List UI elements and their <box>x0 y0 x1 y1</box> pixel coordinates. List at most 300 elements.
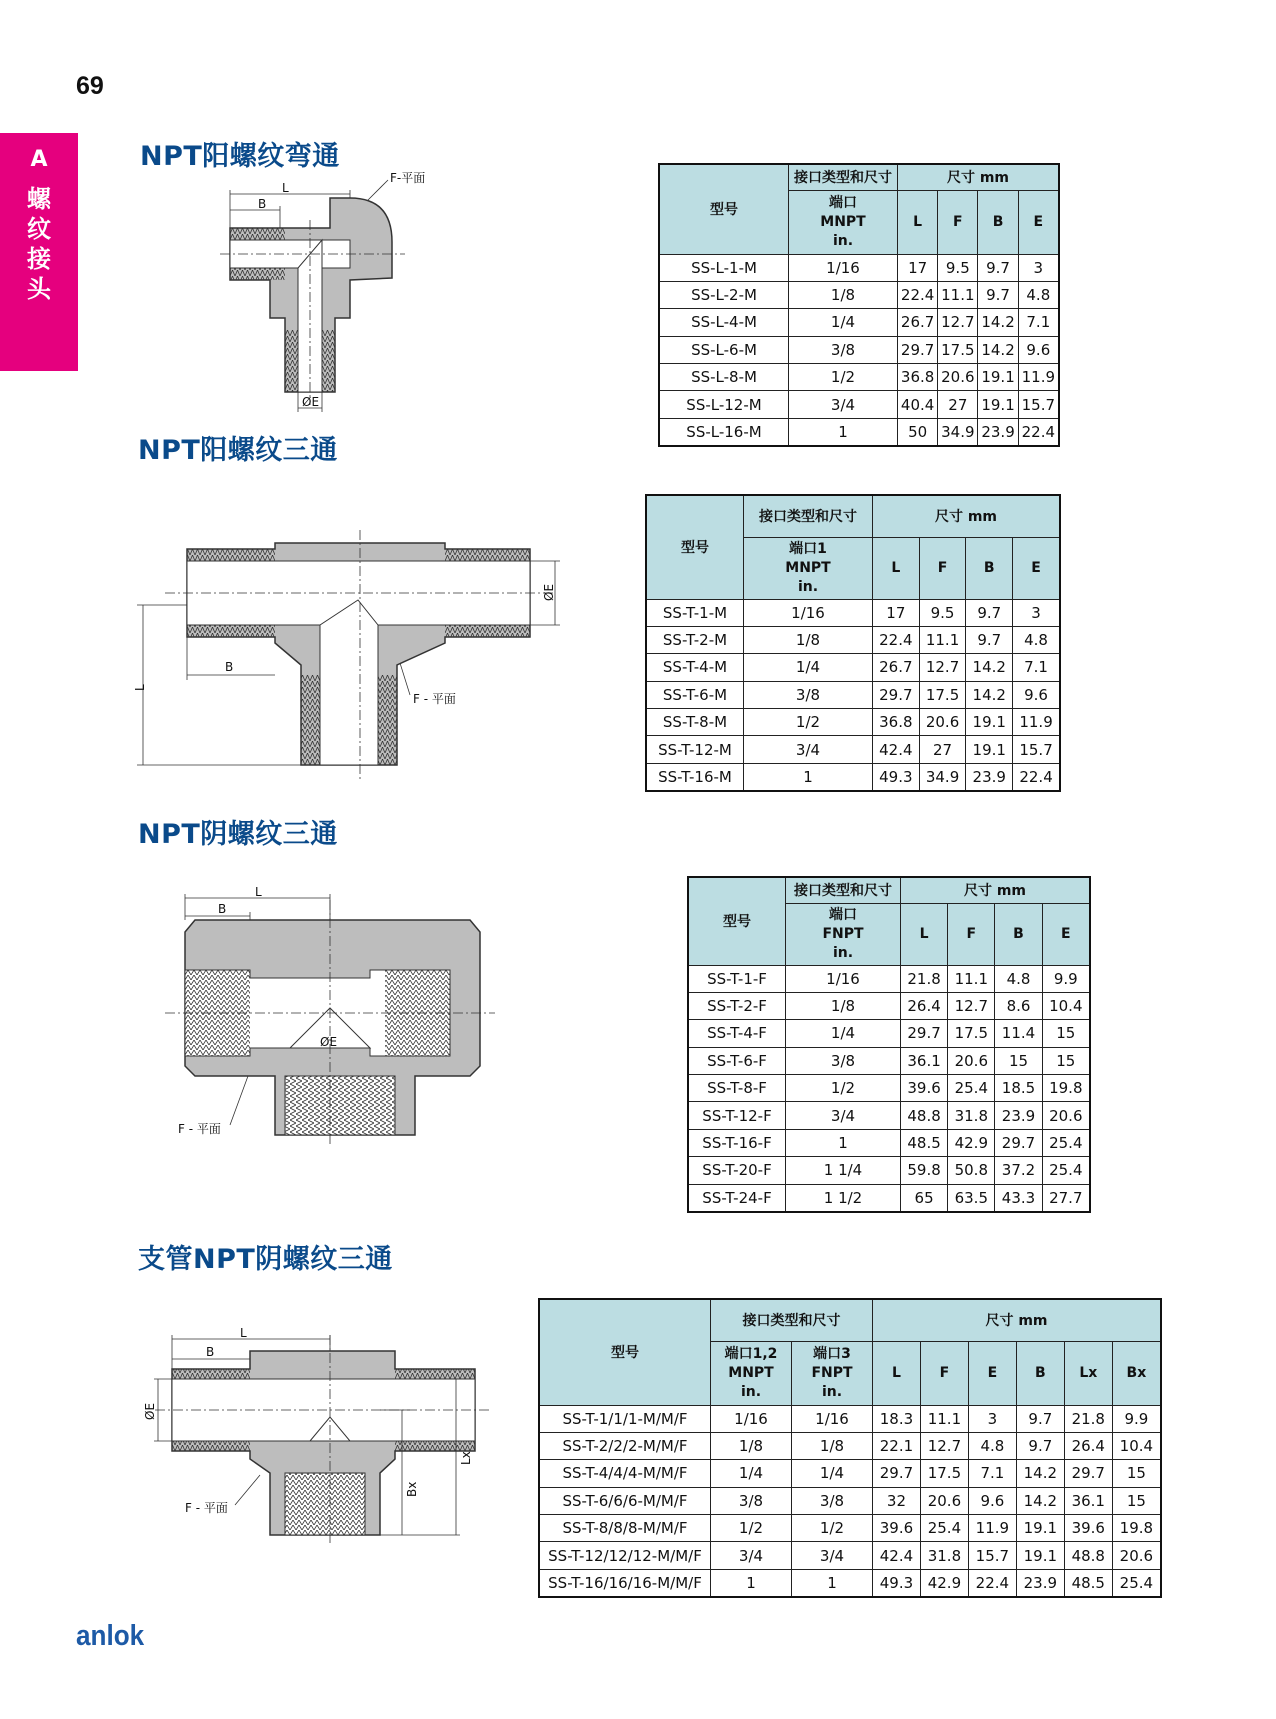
dimension-cell: 7.1 <box>1018 309 1059 336</box>
dimension-cell: 29.7 <box>1064 1460 1112 1487</box>
dimension-cell: 9.7 <box>978 281 1018 308</box>
dimension-cell: 15.7 <box>968 1542 1016 1569</box>
table-row <box>646 654 1060 681</box>
dimension-cell: 11.1 <box>919 626 966 653</box>
dimension-cell: 26.4 <box>901 992 948 1019</box>
table-row <box>688 1075 1090 1102</box>
port-group-header: 接口类型和尺寸 <box>789 164 898 190</box>
dimension-cell: 50 <box>898 418 938 445</box>
dimension-cell: 29.7 <box>873 1460 921 1487</box>
dimension-cell: 14.2 <box>966 681 1013 708</box>
dimension-cell: 17.5 <box>938 336 978 363</box>
branch-tee-dim-lx: Lx <box>459 1451 473 1465</box>
port-size-cell: 1 <box>786 1129 901 1156</box>
model-header: 型号 <box>646 495 744 599</box>
dimension-cell: 29.7 <box>995 1129 1042 1156</box>
model-cell: SS-T-1-M <box>646 599 744 626</box>
dimension-cell: 42.9 <box>920 1569 968 1596</box>
dimension-cell: 14.2 <box>1016 1487 1064 1514</box>
side-tab-text: 螺纹接头 <box>27 185 51 303</box>
dimension-cell: 39.6 <box>901 1075 948 1102</box>
elbow-spec-table <box>658 163 1060 447</box>
table-row <box>646 681 1060 708</box>
dimension-cell: 17.5 <box>919 681 966 708</box>
port-size-cell: 1/2 <box>789 364 898 391</box>
dimension-cell: 3 <box>1018 254 1059 281</box>
dimension-cell: 9.9 <box>1112 1405 1161 1432</box>
male-tee-dim-l: L <box>133 684 147 691</box>
dimension-cell: 23.9 <box>966 763 1013 790</box>
dimension-group-header: 尺寸 mm <box>898 164 1060 190</box>
port-size-cell: 1/4 <box>789 309 898 336</box>
table-row <box>688 965 1090 992</box>
port-size-cell: 1/4 <box>786 1020 901 1047</box>
dimension-cell: 26.7 <box>898 309 938 336</box>
port-size-cell: 3/8 <box>789 336 898 363</box>
model-cell: SS-T-24-F <box>688 1184 786 1211</box>
port-size-cell: 1 1/2 <box>786 1184 901 1211</box>
model-cell: SS-T-8/8/8-M/M/F <box>539 1515 711 1542</box>
section-title-elbow: NPT阳螺纹弯通 <box>140 141 340 172</box>
dimension-cell: 20.6 <box>1112 1542 1161 1569</box>
model-cell: SS-T-6/6/6-M/M/F <box>539 1487 711 1514</box>
dimension-cell: 4.8 <box>995 965 1042 992</box>
dimension-cell: 29.7 <box>898 336 938 363</box>
port-size-cell: 1/2 <box>786 1075 901 1102</box>
dimension-cell: 15 <box>995 1047 1042 1074</box>
dimension-header: E <box>968 1341 1016 1405</box>
dimension-cell: 36.1 <box>1064 1487 1112 1514</box>
dimension-group-header: 尺寸 mm <box>901 877 1091 903</box>
table-row <box>688 992 1090 1019</box>
model-cell: SS-T-4/4/4-M/M/F <box>539 1460 711 1487</box>
dimension-cell: 59.8 <box>901 1157 948 1184</box>
dimension-cell: 20.6 <box>948 1047 995 1074</box>
model-cell: SS-T-6-F <box>688 1047 786 1074</box>
dimension-cell: 18.3 <box>873 1405 921 1432</box>
female-tee-drawing <box>170 880 500 1150</box>
dimension-cell: 63.5 <box>948 1184 995 1211</box>
model-cell: SS-L-4-M <box>659 309 789 336</box>
side-tab-letter: A <box>30 147 48 172</box>
dimension-cell: 50.8 <box>948 1157 995 1184</box>
dimension-cell: 21.8 <box>1064 1405 1112 1432</box>
port-size-cell: 3/8 <box>744 681 873 708</box>
dimension-cell: 9.7 <box>978 254 1018 281</box>
model-cell: SS-T-8-F <box>688 1075 786 1102</box>
table-row <box>688 1129 1090 1156</box>
dimension-cell: 39.6 <box>873 1515 921 1542</box>
table-row <box>646 626 1060 653</box>
section-title-male-tee: NPT阳螺纹三通 <box>138 435 338 466</box>
model-cell: SS-L-1-M <box>659 254 789 281</box>
model-cell: SS-L-2-M <box>659 281 789 308</box>
dimension-cell: 3 <box>968 1405 1016 1432</box>
dimension-cell: 48.5 <box>901 1129 948 1156</box>
table-row <box>659 254 1059 281</box>
port-header: 端口 MNPT in. <box>789 190 898 254</box>
dimension-header: Lx <box>1064 1341 1112 1405</box>
dimension-cell: 37.2 <box>995 1157 1042 1184</box>
table-row <box>646 763 1060 790</box>
branch-tee-dim-bx: Bx <box>405 1481 419 1497</box>
dimension-cell: 22.1 <box>873 1432 921 1459</box>
port-size-cell: 1 <box>744 763 873 790</box>
dimension-cell: 25.4 <box>1042 1157 1090 1184</box>
model-cell: SS-L-8-M <box>659 364 789 391</box>
port-header: 端口 FNPT in. <box>786 903 901 965</box>
port-size-cell: 1/16 <box>711 1405 792 1432</box>
model-cell: SS-T-16/16/16-M/M/F <box>539 1569 711 1596</box>
dimension-cell: 15 <box>1042 1047 1090 1074</box>
dimension-cell: 14.2 <box>978 309 1018 336</box>
dimension-cell: 34.9 <box>919 763 966 790</box>
dimension-cell: 11.4 <box>995 1020 1042 1047</box>
dimension-cell: 23.9 <box>978 418 1018 445</box>
dimension-cell: 40.4 <box>898 391 938 418</box>
table-row <box>539 1405 1161 1432</box>
male-tee-dim-b: B <box>225 660 234 674</box>
dimension-cell: 9.7 <box>966 599 1013 626</box>
dimension-cell: 9.6 <box>968 1487 1016 1514</box>
brand-logo: anlok <box>76 1620 145 1652</box>
dimension-cell: 42.4 <box>873 1542 921 1569</box>
dimension-cell: 4.8 <box>1013 626 1060 653</box>
dimension-cell: 4.8 <box>1018 281 1059 308</box>
dimension-cell: 12.7 <box>919 654 966 681</box>
dimension-cell: 4.8 <box>968 1432 1016 1459</box>
table-row <box>688 1184 1090 1211</box>
model-cell: SS-T-20-F <box>688 1157 786 1184</box>
dimension-cell: 11.9 <box>1013 709 1060 736</box>
elbow-drawing <box>200 171 440 420</box>
dimension-cell: 25.4 <box>1042 1129 1090 1156</box>
table-row <box>539 1460 1161 1487</box>
port-size-cell: 3/8 <box>792 1487 873 1514</box>
model-cell: SS-T-2-M <box>646 626 744 653</box>
dimension-cell: 49.3 <box>873 763 920 790</box>
dimension-cell: 23.9 <box>995 1102 1042 1129</box>
dimension-header: L <box>873 537 920 599</box>
dimension-cell: 22.4 <box>873 626 920 653</box>
dimension-cell: 11.9 <box>1018 364 1059 391</box>
dimension-cell: 9.6 <box>1018 336 1059 363</box>
port-size-cell: 3/4 <box>744 736 873 763</box>
model-cell: SS-L-12-M <box>659 391 789 418</box>
port-group-header: 接口类型和尺寸 <box>711 1299 873 1341</box>
dimension-cell: 19.1 <box>1016 1515 1064 1542</box>
dimension-cell: 65 <box>901 1184 948 1211</box>
female-tee-dim-l: L <box>255 885 262 899</box>
page-number: 69 <box>76 72 104 100</box>
branch-tee-dim-f: F - 平面 <box>185 1501 228 1515</box>
dimension-cell: 19.1 <box>1016 1542 1064 1569</box>
dimension-header: B <box>995 903 1042 965</box>
table-row <box>646 736 1060 763</box>
port-size-cell: 1/2 <box>792 1515 873 1542</box>
dimension-header: E <box>1013 537 1060 599</box>
dimension-cell: 18.5 <box>995 1075 1042 1102</box>
dimension-header: E <box>1018 190 1059 254</box>
port-size-cell: 1/16 <box>744 599 873 626</box>
dimension-group-header: 尺寸 mm <box>873 1299 1162 1341</box>
dimension-cell: 17 <box>873 599 920 626</box>
dimension-cell: 15 <box>1112 1460 1161 1487</box>
model-cell: SS-T-2/2/2-M/M/F <box>539 1432 711 1459</box>
dimension-cell: 9.5 <box>919 599 966 626</box>
model-cell: SS-T-12/12/12-M/M/F <box>539 1542 711 1569</box>
model-cell: SS-T-6-M <box>646 681 744 708</box>
table-row <box>688 1020 1090 1047</box>
dimension-cell: 32 <box>873 1487 921 1514</box>
dimension-cell: 22.4 <box>1018 418 1059 445</box>
dimension-cell: 15 <box>1042 1020 1090 1047</box>
dimension-cell: 31.8 <box>948 1102 995 1129</box>
table-row <box>659 336 1059 363</box>
dimension-group-header: 尺寸 mm <box>873 495 1061 537</box>
dimension-cell: 29.7 <box>873 681 920 708</box>
dimension-cell: 48.8 <box>1064 1542 1112 1569</box>
port-size-cell: 1/8 <box>744 626 873 653</box>
dimension-cell: 42.9 <box>948 1129 995 1156</box>
dimension-cell: 19.8 <box>1042 1075 1090 1102</box>
dimension-cell: 48.5 <box>1064 1569 1112 1596</box>
section-side-tab <box>0 133 78 371</box>
model-cell: SS-T-4-M <box>646 654 744 681</box>
dimension-cell: 25.4 <box>948 1075 995 1102</box>
branch-tee-dim-l: L <box>240 1326 247 1340</box>
model-cell: SS-T-8-M <box>646 709 744 736</box>
dimension-cell: 43.3 <box>995 1184 1042 1211</box>
elbow-dim-e: ØE <box>302 395 320 409</box>
dimension-cell: 11.1 <box>938 281 978 308</box>
dimension-cell: 22.4 <box>968 1569 1016 1596</box>
port-header: 端口1,2 MNPT in. <box>711 1341 792 1405</box>
dimension-cell: 3 <box>1013 599 1060 626</box>
dimension-cell: 29.7 <box>901 1020 948 1047</box>
dimension-header: F <box>948 903 995 965</box>
dimension-cell: 17.5 <box>920 1460 968 1487</box>
dimension-cell: 22.4 <box>898 281 938 308</box>
port-group-header: 接口类型和尺寸 <box>744 495 873 537</box>
model-cell: SS-T-2-F <box>688 992 786 1019</box>
port-size-cell: 3/4 <box>789 391 898 418</box>
section-title-branch-tee: 支管NPT阴螺纹三通 <box>138 1244 393 1275</box>
dimension-cell: 39.6 <box>1064 1515 1112 1542</box>
table-row <box>539 1515 1161 1542</box>
port-size-cell: 3/4 <box>786 1102 901 1129</box>
port-size-cell: 1/8 <box>786 992 901 1019</box>
dimension-cell: 20.6 <box>919 709 966 736</box>
dimension-cell: 12.7 <box>938 309 978 336</box>
dimension-cell: 21.8 <box>901 965 948 992</box>
dimension-cell: 27.7 <box>1042 1184 1090 1211</box>
table-row <box>659 364 1059 391</box>
model-cell: SS-T-1/1/1-M/M/F <box>539 1405 711 1432</box>
table-row <box>646 709 1060 736</box>
dimension-cell: 9.7 <box>1016 1405 1064 1432</box>
dimension-cell: 42.4 <box>873 736 920 763</box>
dimension-header: B <box>1016 1341 1064 1405</box>
dimension-header: B <box>978 190 1018 254</box>
female-tee-dim-f: F - 平面 <box>178 1122 221 1136</box>
dimension-cell: 14.2 <box>966 654 1013 681</box>
dimension-cell: 19.1 <box>966 709 1013 736</box>
dimension-cell: 10.4 <box>1112 1432 1161 1459</box>
model-cell: SS-T-1-F <box>688 965 786 992</box>
dimension-cell: 11.9 <box>968 1515 1016 1542</box>
branch-tee-dim-e: ØE <box>143 1402 157 1420</box>
table-row <box>659 418 1059 445</box>
port-group-header: 接口类型和尺寸 <box>786 877 901 903</box>
dimension-cell: 26.7 <box>873 654 920 681</box>
port-size-cell: 3/4 <box>711 1542 792 1569</box>
port-size-cell: 1/4 <box>792 1460 873 1487</box>
dimension-cell: 8.6 <box>995 992 1042 1019</box>
dimension-cell: 27 <box>938 391 978 418</box>
dimension-header: F <box>938 190 978 254</box>
dimension-cell: 23.9 <box>1016 1569 1064 1596</box>
dimension-cell: 17.5 <box>948 1020 995 1047</box>
female-tee-dim-b: B <box>218 902 227 916</box>
model-cell: SS-L-16-M <box>659 418 789 445</box>
dimension-cell: 20.6 <box>920 1487 968 1514</box>
male-tee-drawing <box>135 525 575 795</box>
port-size-cell: 3/8 <box>786 1047 901 1074</box>
dimension-cell: 19.1 <box>966 736 1013 763</box>
model-cell: SS-T-12-M <box>646 736 744 763</box>
dimension-cell: 48.8 <box>901 1102 948 1129</box>
table-row <box>539 1487 1161 1514</box>
dimension-cell: 25.4 <box>1112 1569 1161 1596</box>
male-tee-spec-table <box>645 494 1061 792</box>
port-header: 端口1 MNPT in. <box>744 537 873 599</box>
port-size-cell: 1/8 <box>789 281 898 308</box>
port-size-cell: 1/4 <box>744 654 873 681</box>
dimension-header: L <box>873 1341 921 1405</box>
port-size-cell: 1/16 <box>789 254 898 281</box>
port-size-cell: 3/4 <box>792 1542 873 1569</box>
port-size-cell: 1 <box>792 1569 873 1596</box>
dimension-cell: 31.8 <box>920 1542 968 1569</box>
dimension-cell: 15 <box>1112 1487 1161 1514</box>
model-header: 型号 <box>688 877 786 965</box>
dimension-cell: 9.7 <box>966 626 1013 653</box>
table-row <box>688 1102 1090 1129</box>
dimension-cell: 22.4 <box>1013 763 1060 790</box>
dimension-cell: 14.2 <box>978 336 1018 363</box>
table-row <box>659 391 1059 418</box>
dimension-header: B <box>966 537 1013 599</box>
port-size-cell: 1/16 <box>786 965 901 992</box>
branch-tee-spec-table <box>538 1298 1162 1598</box>
dimension-cell: 7.1 <box>968 1460 1016 1487</box>
dimension-cell: 25.4 <box>920 1515 968 1542</box>
dimension-cell: 9.6 <box>1013 681 1060 708</box>
dimension-cell: 19.8 <box>1112 1515 1161 1542</box>
dimension-cell: 9.5 <box>938 254 978 281</box>
port-size-cell: 1 <box>789 418 898 445</box>
port-size-cell: 1 <box>711 1569 792 1596</box>
dimension-cell: 14.2 <box>1016 1460 1064 1487</box>
male-tee-dim-e: ØE <box>542 583 556 601</box>
dimension-header: F <box>920 1341 968 1405</box>
model-cell: SS-T-16-F <box>688 1129 786 1156</box>
table-row <box>659 309 1059 336</box>
dimension-cell: 17 <box>898 254 938 281</box>
table-row <box>646 599 1060 626</box>
dimension-cell: 15.7 <box>1013 736 1060 763</box>
port-header: 端口3 FNPT in. <box>792 1341 873 1405</box>
model-cell: SS-T-12-F <box>688 1102 786 1129</box>
model-cell: SS-T-4-F <box>688 1020 786 1047</box>
elbow-dim-b: B <box>258 197 267 211</box>
dimension-cell: 9.9 <box>1042 965 1090 992</box>
port-size-cell: 1/8 <box>711 1432 792 1459</box>
elbow-dim-l: L <box>282 181 289 195</box>
dimension-cell: 49.3 <box>873 1569 921 1596</box>
port-size-cell: 3/8 <box>711 1487 792 1514</box>
male-tee-dim-f: F - 平面 <box>413 692 456 706</box>
dimension-header: E <box>1042 903 1090 965</box>
dimension-cell: 20.6 <box>1042 1102 1090 1129</box>
port-size-cell: 1/2 <box>744 709 873 736</box>
dimension-cell: 11.1 <box>948 965 995 992</box>
table-row <box>539 1432 1161 1459</box>
dimension-header: L <box>901 903 948 965</box>
section-title-female-tee: NPT阴螺纹三通 <box>138 819 338 850</box>
model-header: 型号 <box>539 1299 711 1405</box>
dimension-header: L <box>898 190 938 254</box>
dimension-header: F <box>919 537 966 599</box>
dimension-cell: 10.4 <box>1042 992 1090 1019</box>
dimension-cell: 36.1 <box>901 1047 948 1074</box>
dimension-cell: 19.1 <box>978 391 1018 418</box>
branch-tee-drawing <box>140 1325 500 1545</box>
table-row <box>659 281 1059 308</box>
model-cell: SS-L-6-M <box>659 336 789 363</box>
dimension-cell: 11.1 <box>920 1405 968 1432</box>
dimension-cell: 34.9 <box>938 418 978 445</box>
table-row <box>539 1569 1161 1596</box>
elbow-dim-f: F-平面 <box>390 171 426 185</box>
port-size-cell: 1 1/4 <box>786 1157 901 1184</box>
model-cell: SS-T-16-M <box>646 763 744 790</box>
dimension-cell: 36.8 <box>898 364 938 391</box>
port-size-cell: 1/2 <box>711 1515 792 1542</box>
dimension-cell: 12.7 <box>920 1432 968 1459</box>
dimension-cell: 27 <box>919 736 966 763</box>
table-row <box>539 1542 1161 1569</box>
dimension-cell: 15.7 <box>1018 391 1059 418</box>
dimension-cell: 26.4 <box>1064 1432 1112 1459</box>
dimension-cell: 20.6 <box>938 364 978 391</box>
model-header: 型号 <box>659 164 789 254</box>
dimension-cell: 12.7 <box>948 992 995 1019</box>
dimension-cell: 36.8 <box>873 709 920 736</box>
table-row <box>688 1047 1090 1074</box>
port-size-cell: 1/8 <box>792 1432 873 1459</box>
female-tee-spec-table <box>687 876 1091 1213</box>
female-tee-dim-e: ØE <box>320 1035 338 1049</box>
dimension-cell: 7.1 <box>1013 654 1060 681</box>
port-size-cell: 1/16 <box>792 1405 873 1432</box>
table-row <box>688 1157 1090 1184</box>
branch-tee-dim-b: B <box>206 1345 215 1359</box>
dimension-cell: 19.1 <box>978 364 1018 391</box>
dimension-header: Bx <box>1112 1341 1161 1405</box>
dimension-cell: 9.7 <box>1016 1432 1064 1459</box>
